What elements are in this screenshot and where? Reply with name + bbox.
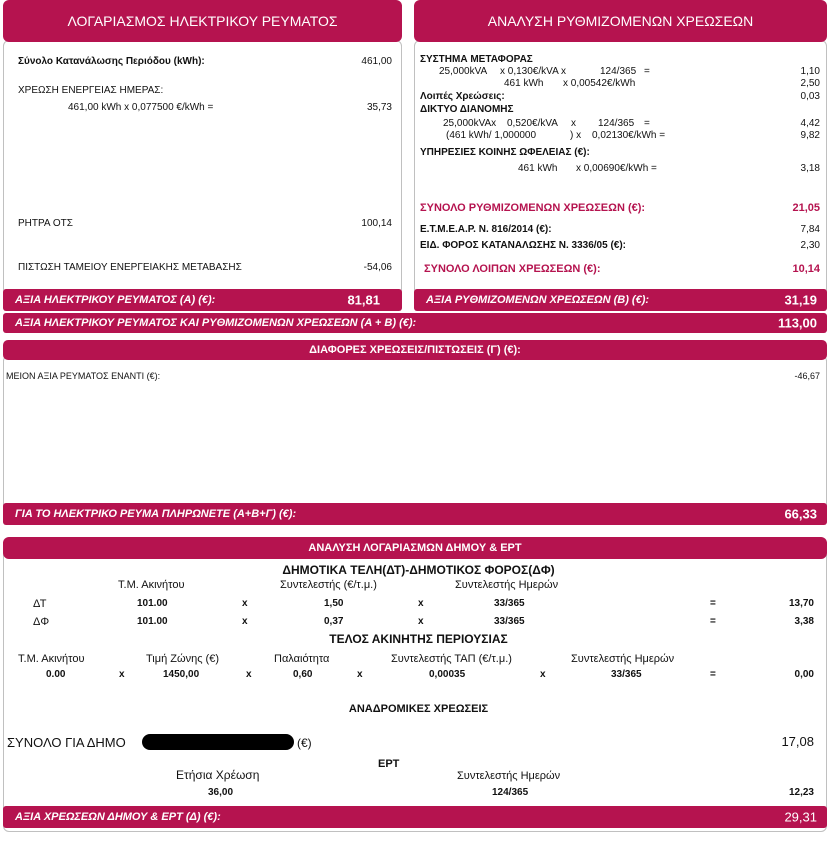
property-tax-subtitle: ΤΕΛΟΣ ΑΚΙΝΗΤΗΣ ΠΕΡΙΟΥΣΙΑΣ: [329, 632, 508, 646]
transfer-calc-2-rate: x 0,00542€/kWh: [563, 78, 636, 89]
municipal-header: [3, 537, 827, 559]
etmear-value: 7,84: [800, 224, 820, 235]
ots-clause-value: 100,14: [361, 218, 392, 229]
misc-charges-title: ΔΙΑΦΟΡΕΣ ΧΡΕΩΣΕΙΣ/ΠΙΣΤΩΣΕΙΣ (Γ) (€):: [309, 344, 521, 356]
municipality-total-value: 17,08: [781, 734, 814, 749]
tap-row-x1: x: [119, 669, 125, 680]
regulated-total-label: ΣΥΝΟΛΟ ΡΥΘΜΙΖΟΜΕΝΩΝ ΧΡΕΩΣΕΩΝ (€):: [420, 202, 646, 214]
tap-header-area: Τ.Μ. Ακινήτου: [18, 653, 85, 665]
electricity-value-bar: [3, 289, 402, 311]
dt-header-area: Τ.Μ. Ακινήτου: [118, 579, 185, 591]
redacted-municipality-name: [142, 734, 294, 750]
df-row-eq: =: [710, 616, 716, 627]
other-total-value: 10,14: [792, 263, 820, 275]
dt-row-x1: x: [242, 598, 248, 609]
dt-row-days: 33/365: [494, 598, 525, 609]
distribution-calc-1-value: 4,42: [800, 118, 820, 129]
distribution-calc-1-x: x: [571, 118, 576, 129]
public-service-label: ΥΠΗΡΕΣΙΕΣ ΚΟΙΝΗΣ ΩΦΕΛΕΙΑΣ (€):: [420, 147, 590, 158]
ert-title: ΕΡΤ: [378, 758, 400, 770]
tap-header-age: Παλαιότητα: [274, 653, 330, 665]
tap-row-value: 0,00: [794, 669, 814, 680]
regulated-charges-title: ΑΝΑΛΥΣΗ ΡΥΘΜΙΖΟΜΕΝΩΝ ΧΡΕΩΣΕΩΝ: [487, 13, 754, 29]
municipality-total-unit: (€): [297, 736, 312, 750]
ert-header-days: Συντελεστής Ημερών: [457, 770, 561, 782]
dt-header-days: Συντελεστής Ημερών: [455, 579, 559, 591]
transfer-calc-2-value: 2,50: [800, 78, 820, 89]
ab-total-bar: [3, 313, 827, 333]
public-service-kwh: 461 kWh: [518, 163, 558, 174]
electricity-value-label: ΑΞΙΑ ΗΛΕΚΤΡΙΚΟΥ ΡΕΥΜΑΤΟΣ (Α) (€):: [15, 294, 216, 306]
ert-days-value: 124/365: [492, 787, 529, 798]
tap-header-coef: Συντελεστής ΤΑΠ (€/τ.μ.): [391, 653, 512, 665]
distribution-calc-1-rate: 0,520€/kVA: [507, 118, 558, 129]
df-row-value: 3,38: [794, 616, 814, 627]
electricity-value-amount: 81,81: [347, 292, 380, 308]
df-row-days: 33/365: [494, 616, 525, 627]
other-total-label: ΣΥΝΟΛΟ ΛΟΙΠΩΝ ΧΡΕΩΣΕΩΝ (€):: [424, 263, 601, 275]
municipal-panel: [3, 550, 827, 832]
tap-row-x3: x: [357, 669, 363, 680]
ert-header-annual: Ετήσια Χρέωση: [176, 768, 260, 782]
dt-row-x2: x: [418, 598, 424, 609]
transition-credit-value: -54,06: [363, 262, 392, 273]
tap-row-coef: 0,00035: [429, 669, 466, 680]
distribution-calc-2-rate: 0,02130€/kWh =: [592, 130, 666, 141]
dt-row-eq: =: [710, 598, 716, 609]
pay-total-value: 66,33: [784, 506, 817, 522]
df-row-x1: x: [242, 616, 248, 627]
ots-clause-label: ΡΗΤΡΑ ΟΤΣ: [18, 218, 73, 229]
ab-total-label: ΑΞΙΑ ΗΛΕΚΤΡΙΚΟΥ ΡΕΥΜΑΤΟΣ ΚΑΙ ΡΥΘΜΙΖΟΜΕΝΩΝ ΧΡΕΩΣΕΩΝ (Α + Β) (€):: [15, 317, 417, 329]
public-service-value: 3,18: [800, 163, 820, 174]
tap-header-zone: Τιμή Ζώνης (€): [146, 653, 219, 665]
tap-row-age: 0,60: [293, 669, 313, 680]
tap-row-zone: 1450,00: [163, 669, 200, 680]
df-row-label: ΔΦ: [33, 616, 50, 628]
transfer-calc-2-kwh: 461 kWh: [504, 78, 544, 89]
misc-charges-header: [3, 340, 827, 360]
electricity-bill-header: [3, 0, 402, 42]
day-energy-calc: 461,00 kWh x 0,077500 €/kWh =: [68, 102, 214, 113]
df-row-area: 101.00: [137, 616, 168, 627]
tap-row-eq: =: [710, 669, 716, 680]
tap-header-days: Συντελεστής Ημερών: [571, 653, 675, 665]
electricity-bill-panel: [3, 40, 402, 295]
consumption-tax-label: ΕΙΔ. ΦΟΡΟΣ ΚΑΤΑΝΑΛΩΣΗΣ Ν. 3336/05 (€):: [420, 240, 626, 251]
regulated-total-value: 21,05: [792, 202, 820, 214]
pay-total-label: ΓΙΑ ΤΟ ΗΛΕΚΤΡΙΚΟ ΡΕΥΜΑ ΠΛΗΡΩΝΕΤΕ (Α+Β+Γ) (€):: [15, 508, 297, 520]
df-row-coef: 0,37: [324, 616, 344, 627]
transfer-calc-1-kva: 25,000kVA: [439, 66, 488, 77]
distribution-calc-1-days: 124/365: [598, 118, 635, 129]
distribution-calc-1-eq: =: [644, 118, 650, 129]
distribution-calc-2-value: 9,82: [800, 130, 820, 141]
tap-row-x2: x: [246, 669, 252, 680]
ert-value: 12,23: [788, 787, 814, 798]
dt-row-coef: 1,50: [324, 598, 344, 609]
tap-row-x4: x: [540, 669, 546, 680]
tap-row-area: 0.00: [46, 669, 66, 680]
day-energy-label: ΧΡΕΩΣΗ ΕΝΕΡΓΕΙΑΣ ΗΜΕΡΑΣ:: [18, 85, 164, 96]
day-energy-value: 35,73: [366, 102, 392, 113]
dt-row-area: 101.00: [137, 598, 168, 609]
retro-charges-title: ΑΝΑΔΡΟΜΙΚΕΣ ΧΡΕΩΣΕΙΣ: [348, 703, 489, 715]
ab-total-value: 113,00: [777, 315, 817, 331]
tap-row-days: 33/365: [611, 669, 642, 680]
consumption-tax-value: 2,30: [800, 240, 820, 251]
advance-credit-label: ΜΕΙΟΝ ΑΞΙΑ ΡΕΥΜΑΤΟΣ ΕΝΑΝΤΙ (€):: [6, 371, 161, 381]
transfer-system-label: ΣΥΣΤΗΜΑ ΜΕΤΑΦΟΡΑΣ: [420, 54, 533, 65]
electricity-bill-title: ΛΟΓΑΡΙΑΣΜΟΣ ΗΛΕΚΤΡΙΚΟΥ ΡΕΥΜΑΤΟΣ: [67, 13, 338, 29]
total-consumption-value: 461,00: [361, 56, 392, 67]
municipality-total-label: ΣΥΝΟΛΟ ΓΙΑ ΔΗΜΟ: [7, 735, 126, 750]
dt-row-label: ΔΤ: [33, 598, 47, 610]
advance-credit-value: -46,67: [794, 371, 820, 381]
transfer-calc-1-days: 124/365: [600, 66, 637, 77]
municipal-ert-total-bar: [3, 806, 827, 828]
transfer-calc-1-value: 1,10: [800, 66, 820, 77]
regulated-value-amount: 31,19: [784, 292, 817, 308]
distribution-calc-1-kva: 25,000kVAx: [443, 118, 497, 129]
distribution-network-label: ΔΙΚΤΥΟ ΔΙΑΝΟΜΗΣ: [420, 104, 514, 115]
regulated-value-bar: [414, 289, 827, 311]
pay-total-bar: [3, 503, 827, 525]
distribution-calc-2-kwh: (461 kWh/ 1,000000: [446, 130, 537, 141]
ert-annual-value: 36,00: [208, 787, 234, 798]
municipal-ert-total-label: ΑΞΙΑ ΧΡΕΩΣΕΩΝ ΔΗΜΟΥ & ΕΡΤ (Δ) (€):: [15, 811, 221, 823]
public-service-rate: x 0,00690€/kWh =: [576, 163, 657, 174]
transfer-calc-1-eq: =: [644, 66, 650, 77]
dt-row-value: 13,70: [788, 598, 814, 609]
municipal-ert-total-value: 29,31: [784, 809, 817, 825]
distribution-calc-2-x: ) x: [570, 130, 582, 141]
transfer-calc-1-rate: x 0,130€/kVA x: [500, 66, 566, 77]
etmear-label: Ε.Τ.Μ.Ε.Α.Ρ. Ν. 816/2014 (€):: [420, 224, 552, 235]
df-row-x2: x: [418, 616, 424, 627]
total-consumption-label: Σύνολο Κατανάλωσης Περιόδου (kWh):: [18, 56, 205, 67]
dt-header-coef: Συντελεστής (€/τ.μ.): [280, 579, 377, 591]
other-charges-value: 0,03: [800, 91, 820, 102]
municipal-fees-subtitle: ΔΗΜΟΤΙΚΑ ΤΕΛΗ(ΔΤ)-ΔΗΜΟΤΙΚΟΣ ΦΟΡΟΣ(ΔΦ): [282, 563, 555, 577]
municipal-title: ΑΝΑΛΥΣΗ ΛΟΓΑΡΙΑΣΜΩΝ ΔΗΜΟΥ & ΕΡΤ: [308, 542, 522, 554]
other-charges-label: Λοιπές Χρεώσεις:: [420, 91, 505, 102]
regulated-charges-header: [414, 0, 827, 42]
regulated-value-label: ΑΞΙΑ ΡΥΘΜΙΖΟΜΕΝΩΝ ΧΡΕΩΣΕΩΝ (Β) (€):: [426, 294, 650, 306]
transition-credit-label: ΠΙΣΤΩΣΗ ΤΑΜΕΙΟΥ ΕΝΕΡΓΕΙΑΚΗΣ ΜΕΤΑΒΑΣΗΣ: [18, 262, 242, 273]
